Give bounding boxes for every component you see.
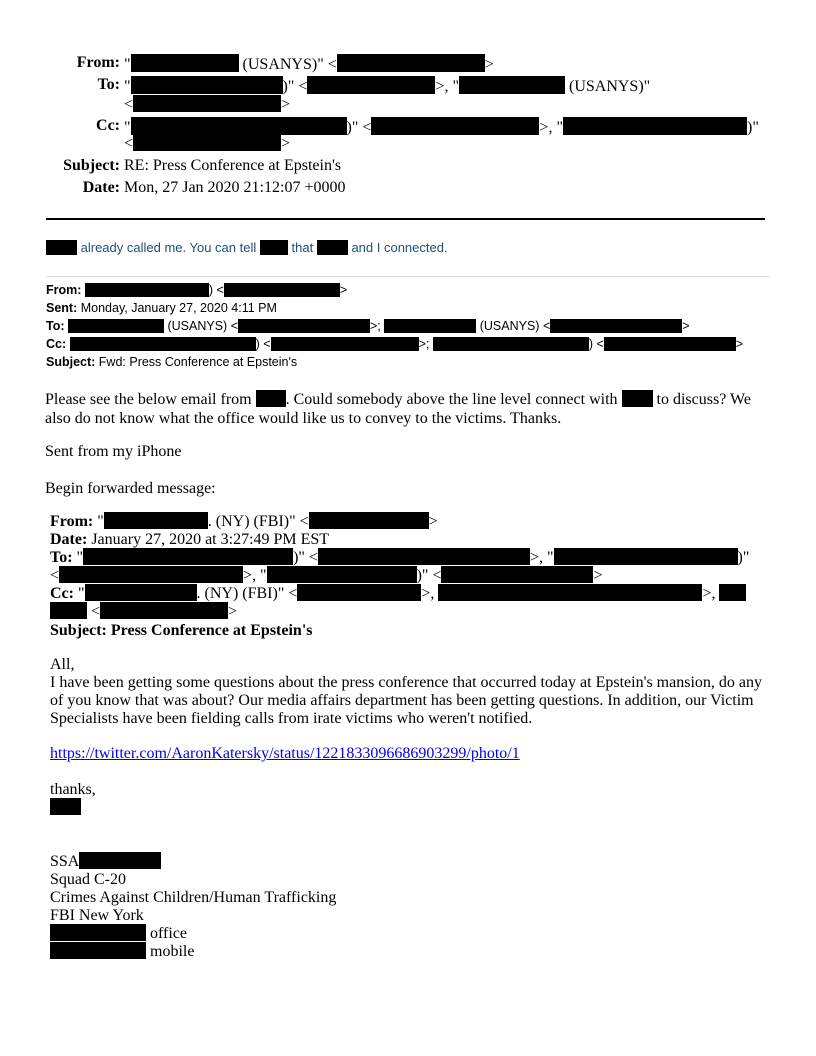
redaction <box>441 566 593 583</box>
fwd-subject-label: Subject: <box>50 622 107 639</box>
redaction <box>131 54 239 72</box>
redaction <box>104 512 208 529</box>
redaction <box>459 76 565 94</box>
begin-forwarded: Begin forwarded message: <box>45 480 216 497</box>
redaction <box>70 337 256 351</box>
message-text: Please see the below email from <box>45 391 252 408</box>
fwd-date-value: January 27, 2020 at 3:27:49 PM EST <box>91 531 330 548</box>
fwd-from-label: From: <box>50 513 94 530</box>
reply-part-3: and I connected. <box>351 240 448 255</box>
redaction <box>238 319 370 333</box>
redaction <box>554 548 738 565</box>
fwd-cc-label: Cc: <box>50 585 74 602</box>
redaction <box>83 548 293 565</box>
redaction <box>85 584 197 601</box>
outlook-sent <box>46 299 277 317</box>
redaction <box>50 798 81 815</box>
fwd-from: From: " . (NY) (FBI)" < > <box>50 513 438 530</box>
fwd-cc-value: . (NY) (FBI)" <box>196 585 285 602</box>
cc-value: " )" < >, " )" <box>124 119 759 136</box>
redaction <box>256 390 286 407</box>
outlook-from: From: ) < > <box>46 283 348 297</box>
fwd-cc-cont: < > <box>50 602 237 621</box>
redaction <box>384 319 476 333</box>
to-value-cont: < > <box>124 96 291 113</box>
redaction <box>438 584 702 601</box>
sig-office-name: FBI New York <box>50 907 144 924</box>
redaction <box>50 924 146 941</box>
redaction <box>260 240 288 255</box>
sig-mobile-phone <box>50 942 194 961</box>
date-label: Date: <box>82 179 120 196</box>
sig-office-phone <box>50 924 187 943</box>
fwd-greeting: All, <box>50 656 75 673</box>
redaction <box>309 512 429 529</box>
outlook-cc: Cc: ) < >; ) < > <box>46 337 744 351</box>
fwd-to: To: " )" < >, " )" <box>50 549 750 566</box>
fwd-to-cont: < >, " )" < > <box>50 567 603 584</box>
sig-ssa <box>50 852 161 871</box>
redaction <box>68 319 164 333</box>
redaction <box>46 240 77 255</box>
sent-from: Sent from my iPhone <box>45 443 182 460</box>
redaction <box>133 95 281 112</box>
fwd-sender-redaction <box>50 798 81 817</box>
outlook-from-label: From: <box>46 283 82 297</box>
redaction <box>131 76 283 94</box>
fwd-body-line-2: of you know that was about? Our media affairs department has been getting questions. In addition, our Victim <box>50 692 754 709</box>
from-label: From: <box>76 54 120 71</box>
outlook-to-org-1: (USANYS) <box>167 319 228 333</box>
redaction <box>59 566 243 583</box>
redaction <box>50 602 87 619</box>
to-value: " )" < >, " (USANYS)" <box>124 78 651 95</box>
fwd-date <box>50 530 329 549</box>
fwd-subject <box>50 621 313 640</box>
twitter-link[interactable]: https://twitter.com/AaronKatersky/status/1221833096686903299/photo/1 <box>50 745 520 762</box>
fwd-thanks: thanks, <box>50 781 96 798</box>
to-label: To: <box>97 76 120 93</box>
subject-value: RE: Press Conference at Epstein's <box>124 157 342 174</box>
fwd-body-line-3: Specialists have been fielding calls from irate victims who weren't notified. <box>50 710 533 727</box>
redaction <box>317 240 348 255</box>
redaction <box>719 584 746 601</box>
fwd-from-value: . (NY) (FBI)" <box>207 513 296 530</box>
redaction <box>297 584 421 601</box>
outlook-subject-label: Subject: <box>46 355 96 369</box>
redaction <box>371 117 539 135</box>
redaction <box>337 54 485 72</box>
redaction <box>267 566 417 583</box>
reply-part-1: already called me. You can tell <box>80 240 257 255</box>
fwd-date-label: Date: <box>50 531 88 548</box>
redaction <box>307 76 435 94</box>
redaction <box>622 390 653 407</box>
redaction <box>85 283 209 297</box>
redaction <box>604 337 736 351</box>
sig-mobile-label: mobile <box>150 943 195 960</box>
redaction <box>433 337 589 351</box>
redaction <box>318 548 530 565</box>
outlook-sent-value: Monday, January 27, 2020 4:11 PM <box>80 301 277 315</box>
redaction <box>224 283 340 297</box>
message-text: . Could somebody above the line level connect with <box>285 391 618 408</box>
sig-squad: Squad C-20 <box>50 871 126 888</box>
outlook-to-label: To: <box>46 319 65 333</box>
cc-row <box>0 117 816 135</box>
reply-text <box>46 240 448 255</box>
redaction <box>563 117 747 135</box>
outlook-sent-label: Sent: <box>46 301 78 315</box>
fwd-to-label: To: <box>50 549 73 566</box>
redaction <box>50 942 146 959</box>
sig-unit: Crimes Against Children/Human Trafficking <box>50 889 337 906</box>
from-org: (USANYS)" <box>242 56 324 73</box>
message-line-2: also do not know what the office would like us to convey to the victims. Thanks. <box>45 410 562 427</box>
fwd-subject-value: Press Conference at Epstein's <box>110 622 313 639</box>
header-divider <box>46 218 765 220</box>
date-row <box>0 179 816 197</box>
outlook-subject-value: Fwd: Press Conference at Epstein's <box>98 355 298 369</box>
from-value: " (USANYS)" < > <box>124 56 494 73</box>
subject-row <box>0 157 816 175</box>
redaction <box>79 852 161 869</box>
redaction <box>133 135 281 151</box>
reply-divider <box>46 276 770 277</box>
reply-part-2: that <box>291 240 314 255</box>
fwd-cc: Cc: " . (NY) (FBI)" < >, >, <box>50 584 746 603</box>
message-line-1 <box>45 390 751 409</box>
outlook-subject <box>46 353 297 371</box>
sig-office-label: office <box>150 925 188 942</box>
redaction <box>100 602 228 619</box>
date-value: Mon, 27 Jan 2020 21:12:07 +0000 <box>124 179 346 196</box>
to-row <box>0 76 816 94</box>
outlook-to-org-2: (USANYS) <box>479 319 540 333</box>
redaction <box>131 117 347 135</box>
subject-label: Subject: <box>63 157 120 174</box>
fwd-body-line-1: I have been getting some questions about the press conference that occurred today at Epstein's mansion, do any <box>50 674 762 691</box>
redaction <box>550 319 682 333</box>
from-row <box>0 54 816 72</box>
sig-ssa-label: SSA <box>50 853 80 870</box>
to-org: (USANYS)" <box>568 78 651 95</box>
redaction <box>271 337 419 351</box>
outlook-to: To: (USANYS) < >; (USANYS) < > <box>46 319 690 333</box>
cc-value-cont: < > <box>124 135 291 152</box>
outlook-cc-label: Cc: <box>46 337 67 351</box>
cc-label: Cc: <box>96 117 120 134</box>
message-text: to discuss? We <box>656 391 751 408</box>
